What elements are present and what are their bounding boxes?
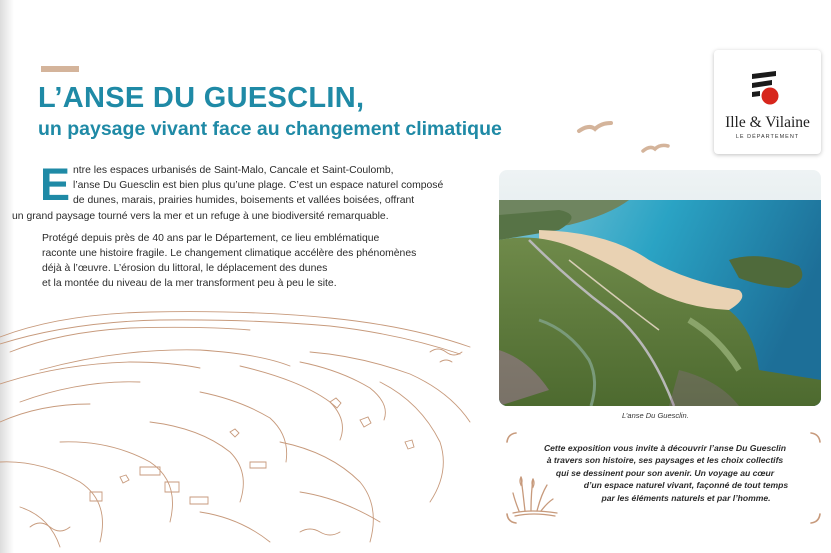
logo-name: Ille & Vilaine	[725, 114, 810, 131]
paragraph-line: de dunes, marais, prairies humides, boisements et vallées boisées, offrant	[73, 195, 415, 207]
photo-caption: L’anse Du Guesclin.	[622, 411, 689, 420]
ille-et-vilaine-logo-icon	[750, 70, 784, 106]
quote-line: qui se dessinent pour son avenir. Un voyage au cœur	[555, 467, 775, 478]
logo-department: LE DÉPARTEMENT	[735, 134, 800, 140]
aerial-photo	[499, 170, 821, 406]
quote-line: à travers son histoire, ses paysages et les choix collectifs	[546, 455, 784, 466]
aerial-coast-image	[499, 170, 821, 406]
paragraph-line: un grand paysage tourné vers la mer et un refuge à une biodiversité remarquable.	[12, 210, 389, 222]
paragraph-line: et la montée du niveau de la mer transforment peu à peu le site.	[42, 278, 337, 290]
paragraph-line: ntre les espaces urbanisés de Saint-Malo, Cancale et Saint-Coulomb,	[73, 165, 394, 176]
quote-line: d’un espace naturel vivant, façonné de tout temps	[583, 480, 789, 491]
intro-paragraph-1	[12, 159, 482, 224]
intro-text	[12, 159, 482, 292]
paragraph-line: l’anse Du Guesclin est bien plus qu’une plage. C’est un espace naturel composé	[73, 180, 444, 192]
coastline-line-drawing	[0, 292, 500, 553]
title-accent-bar	[41, 66, 79, 72]
paragraph-line: Protégé depuis près de 40 ans par le Département, ce lieu emblématique	[42, 232, 380, 244]
reeds-icon	[511, 471, 561, 517]
drop-cap: E	[40, 159, 71, 210]
birds-illustration	[575, 115, 675, 160]
quote-line: par les éléments naturels et par l’homme.	[601, 492, 771, 503]
quote-line: Cette exposition vous invite à découvrir l’anse Du Guesclin	[543, 443, 787, 453]
paragraph-line: raconte une histoire fragile. Le changement climatique accélère des phénomènes	[42, 248, 417, 260]
paragraph-line: déjà à l’œuvre. L’érosion du littoral, le déplacement des dunes	[42, 263, 328, 275]
intro-paragraph-2	[42, 231, 482, 292]
department-logo	[714, 50, 821, 154]
page-title: L’ANSE DU GUESCLIN,	[38, 82, 365, 114]
page-subtitle: un paysage vivant face au changement climatique	[38, 118, 502, 140]
exhibition-intro-quote	[520, 442, 810, 504]
